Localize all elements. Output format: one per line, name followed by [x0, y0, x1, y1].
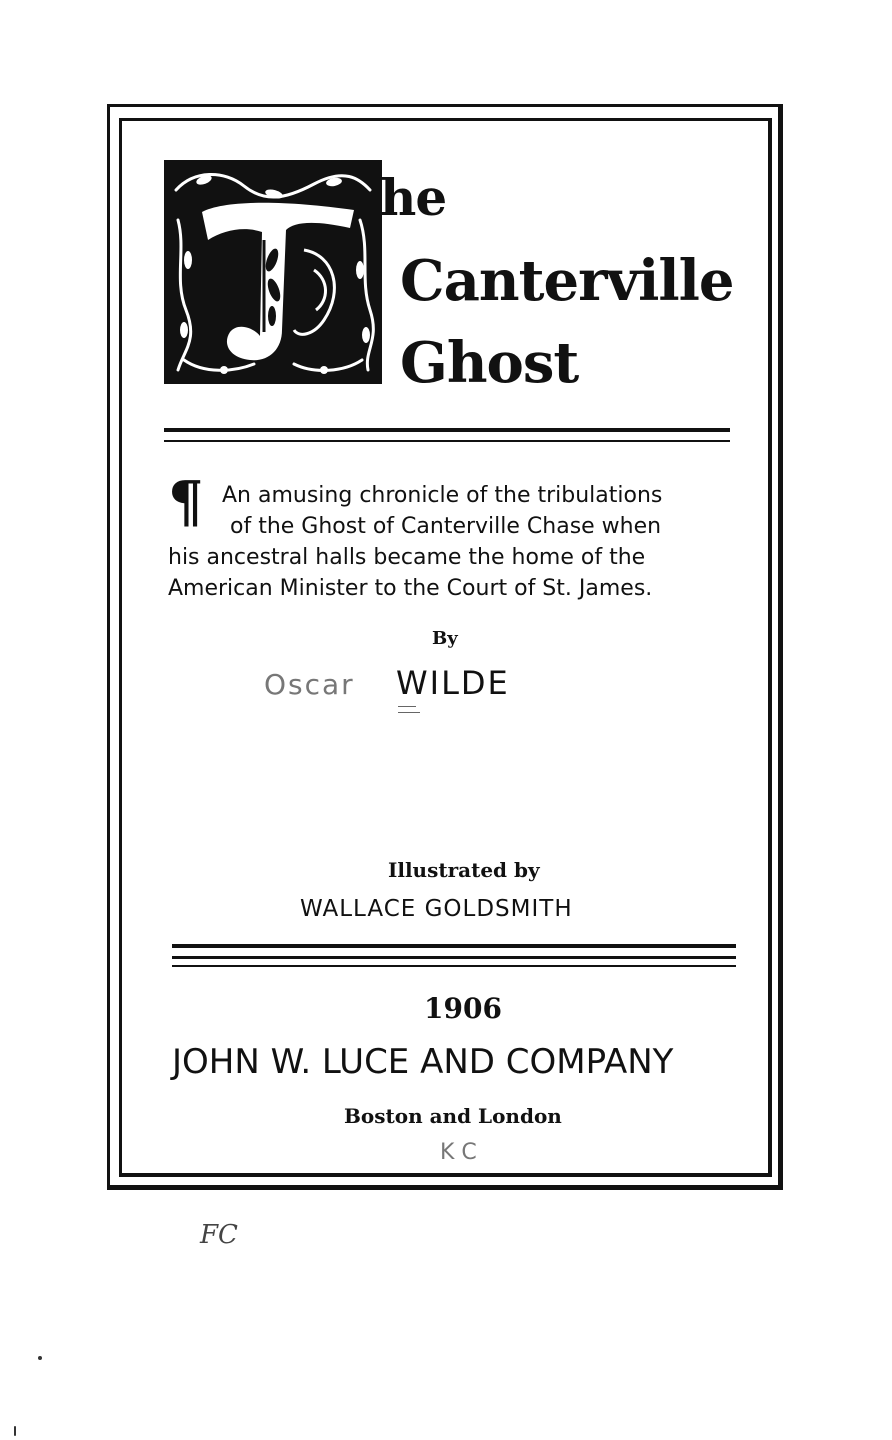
author-underline-mark: [398, 712, 420, 713]
description-line: An amusing chronicle of the tribulations: [222, 483, 663, 508]
description-line: of the Ghost of Canterville Chase when: [230, 514, 662, 539]
description-line: American Minister to the Court of St. James.: [168, 576, 653, 601]
bottom-rule-thick: [172, 944, 736, 948]
author-underline-mark: [398, 706, 416, 707]
title-line-the: he: [380, 168, 447, 227]
illustrated-by-label: Illustrated by: [388, 858, 540, 882]
handwritten-first-name: Oscar: [264, 668, 355, 701]
handwritten-mark-kc: K C: [440, 1140, 477, 1165]
title-line-ghost: Ghost: [400, 330, 579, 396]
publisher-name: JOHN W. LUCE AND COMPANY: [172, 1042, 674, 1082]
publication-place: Boston and London: [344, 1104, 562, 1128]
pilcrow-icon: ¶: [168, 469, 204, 535]
title-line-canterville: Canterville: [400, 248, 734, 314]
author-name: WILDE: [396, 664, 510, 702]
publication-year: 1906: [424, 992, 502, 1025]
stray-mark: [14, 1426, 16, 1436]
bottom-rule-thin: [172, 956, 736, 959]
bottom-rule-lower: [172, 965, 736, 967]
handwritten-mark-fc: FC: [200, 1220, 238, 1250]
top-rule-thick: [164, 428, 730, 432]
description-line: his ancestral halls became the home of the: [168, 545, 646, 570]
decorated-initial-letter: [164, 160, 382, 384]
stray-mark: [38, 1356, 42, 1360]
by-label: By: [432, 628, 458, 649]
top-rule-thin: [164, 440, 730, 442]
illustrator-name: WALLACE GOLDSMITH: [300, 896, 573, 922]
